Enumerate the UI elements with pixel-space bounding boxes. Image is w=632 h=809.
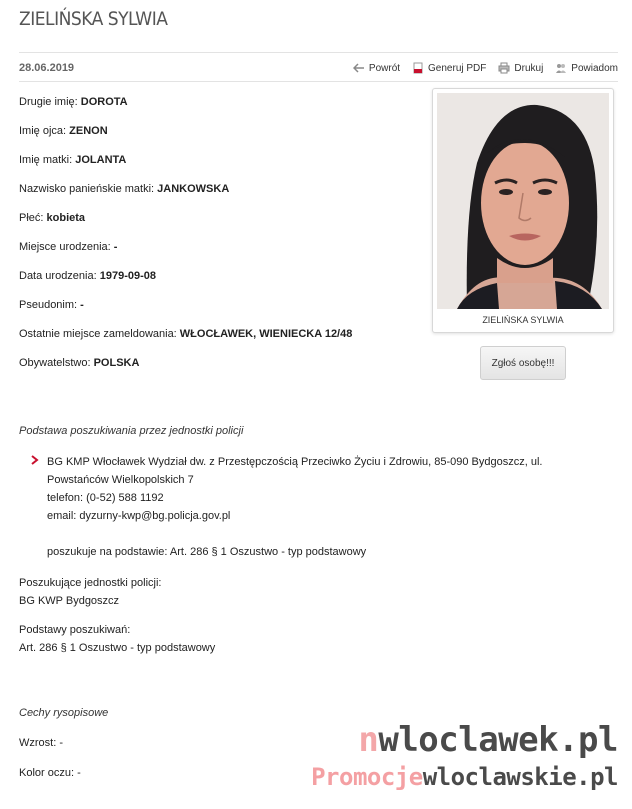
field-mother-name xyxy=(19,154,419,183)
search-basis-label: Podstawy poszukiwań: xyxy=(19,624,131,636)
page-title: ZIELIŃSKA SYLWIA xyxy=(19,8,168,30)
field-label: Data urodzenia: xyxy=(19,270,100,282)
action-toolbar xyxy=(353,62,618,74)
basis-section-title: Podstawa poszukiwania przez jednostki policji xyxy=(19,425,244,437)
print-label: Drukuj xyxy=(514,62,544,74)
field-value: POLSKA xyxy=(93,357,140,369)
field-sex xyxy=(19,212,419,241)
spacer xyxy=(47,525,587,543)
field-label: Nazwisko panieńskie matki: xyxy=(19,183,158,195)
unit-email: email: dyzurny-kwp@bg.policja.gov.pl xyxy=(47,510,231,522)
watermark-logo xyxy=(358,720,618,760)
field-alias xyxy=(19,299,419,328)
field-father-name xyxy=(19,125,419,154)
field-label: Obywatelstwo: xyxy=(19,357,94,369)
searching-units-label: Poszukujące jednostki policji: xyxy=(19,577,162,589)
searching-units-value: BG KWP Bydgoszcz xyxy=(19,595,120,607)
searching-units xyxy=(19,574,161,610)
portrait-image xyxy=(437,93,609,309)
notify-button[interactable] xyxy=(555,62,618,74)
field-value: JOLANTA xyxy=(75,154,127,166)
pdf-icon xyxy=(412,62,424,74)
generate-pdf-button[interactable] xyxy=(412,62,486,74)
watermark-promo xyxy=(311,763,618,791)
field-birthdate xyxy=(19,270,419,299)
field-label: Płeć: xyxy=(19,212,47,224)
bullet-arrow-icon xyxy=(31,455,39,465)
watermark-text: wloclawek.pl xyxy=(378,720,618,760)
notify-users-icon xyxy=(555,62,567,74)
field-value: ZENON xyxy=(69,125,108,137)
back-button[interactable] xyxy=(353,62,400,74)
photo-caption: ZIELIŃSKA SYLWIA xyxy=(482,315,564,325)
field-label: Drugie imię: xyxy=(19,96,81,108)
unit-legal-basis: poszukuje na podstawie: Art. 286 § 1 Oszustwo - typ podstawowy xyxy=(47,546,367,558)
field-citizenship xyxy=(19,357,419,386)
publish-date: 28.06.2019 xyxy=(19,62,75,74)
police-unit-info xyxy=(47,453,587,561)
field-label: Miejsce urodzenia: xyxy=(19,241,114,253)
field-label: Imię matki: xyxy=(19,154,76,166)
field-value: 1979-09-08 xyxy=(99,270,156,282)
back-label: Powrót xyxy=(368,62,401,74)
notify-label: Powiadom xyxy=(571,62,618,74)
watermark-promo-text: wloclawskie.pl xyxy=(422,763,618,791)
feature-eye-color: Kolor oczu: - xyxy=(19,767,81,779)
generate-pdf-label: Generuj PDF xyxy=(428,62,487,74)
photo-card[interactable] xyxy=(432,88,614,333)
watermark-accent: n xyxy=(358,720,379,760)
field-label: Pseudonim: xyxy=(19,299,81,311)
unit-address-line2: Powstańców Wielkopolskich 7 xyxy=(47,474,194,486)
unit-address-line1: BG KMP Włocławek Wydział dw. z Przestępczością Przeciwko Życiu i Zdrowiu, 85-090 Bydgoszcz, ul. xyxy=(47,456,543,468)
divider-bottom xyxy=(19,81,618,82)
field-label: Ostatnie miejsce zameldowania: xyxy=(19,328,180,340)
field-last-address xyxy=(19,328,419,357)
field-value: DOROTA xyxy=(80,96,128,108)
field-value: kobieta xyxy=(46,212,86,224)
person-photo[interactable] xyxy=(437,93,609,309)
field-value: JANKOWSKA xyxy=(157,183,230,195)
watermark-promo-accent: Promocje xyxy=(311,763,423,791)
field-birthplace xyxy=(19,241,419,270)
features-section-title: Cechy rysopisowe xyxy=(19,707,109,719)
unit-phone: telefon: (0-52) 588 1192 xyxy=(47,492,164,504)
print-button[interactable] xyxy=(498,62,543,74)
back-arrow-icon xyxy=(353,62,365,74)
field-label: Imię ojca: xyxy=(19,125,70,137)
field-middle-name xyxy=(19,96,419,125)
field-value: - xyxy=(80,299,84,311)
search-basis xyxy=(19,621,215,657)
search-basis-value: Art. 286 § 1 Oszustwo - typ podstawowy xyxy=(19,642,216,654)
divider-top xyxy=(19,52,618,53)
field-mother-maiden-name xyxy=(19,183,419,212)
report-person-button[interactable]: Zgłoś osobę!!! xyxy=(480,346,566,380)
field-value: - xyxy=(113,241,118,253)
personal-details xyxy=(19,96,419,386)
field-value: WŁOCŁAWEK, WIENIECKA 12/48 xyxy=(179,328,353,340)
feature-height: Wzrost: - xyxy=(19,737,63,749)
printer-icon xyxy=(498,62,510,74)
